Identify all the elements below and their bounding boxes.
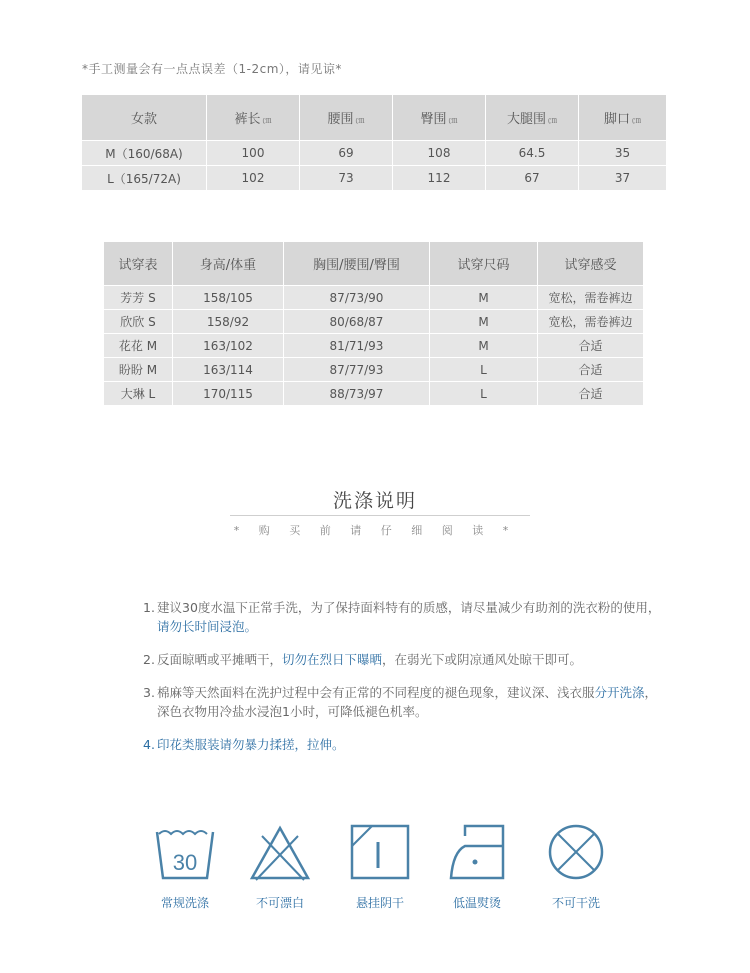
size-header-style: 女款 xyxy=(82,95,207,141)
size-cell: 112 xyxy=(393,166,486,191)
fit-cell: 花花 M xyxy=(104,334,173,358)
fit-header-feeling: 试穿感受 xyxy=(538,242,643,286)
fit-header-height-weight: 身高/体重 xyxy=(173,242,284,286)
fit-cell: 芳芳 S xyxy=(104,286,173,310)
washing-subtitle: * 购 买 前 请 仔 细 阅 读 * xyxy=(233,524,517,537)
fit-cell: 宽松，需卷裤边 xyxy=(538,286,643,310)
size-cell: 37 xyxy=(579,166,666,191)
fit-cell: 158/105 xyxy=(173,286,284,310)
washing-title: 洗涤说明 xyxy=(332,490,417,512)
washing-divider xyxy=(230,515,530,516)
washing-tips xyxy=(143,598,663,768)
fit-cell: L xyxy=(430,358,538,382)
size-header-hem: 脚口 ㎝ xyxy=(579,95,666,141)
care-item-iron xyxy=(432,822,522,911)
fit-cell: M xyxy=(430,286,538,310)
care-icons xyxy=(0,822,750,922)
fit-table xyxy=(104,242,643,406)
table-row xyxy=(104,334,643,358)
care-item-hang-dry xyxy=(335,822,425,911)
fit-table-header xyxy=(104,242,643,286)
table-row xyxy=(104,310,643,334)
size-table-header xyxy=(82,95,666,141)
size-cell: 100 xyxy=(207,141,300,166)
tip-1 xyxy=(143,598,663,636)
fit-cell: L xyxy=(430,382,538,406)
fit-cell: 170/115 xyxy=(173,382,284,406)
fit-cell: M xyxy=(430,310,538,334)
size-header-thigh: 大腿围 ㎝ xyxy=(486,95,579,141)
size-cell: 73 xyxy=(300,166,393,191)
fit-cell: 80/68/87 xyxy=(284,310,430,334)
fit-cell: 大琳 L xyxy=(104,382,173,406)
fit-cell: 合适 xyxy=(538,382,643,406)
tip-4 xyxy=(143,735,663,754)
tip-3 xyxy=(143,683,663,721)
size-cell: 67 xyxy=(486,166,579,191)
fit-header-size: 试穿尺码 xyxy=(430,242,538,286)
no-bleach-icon xyxy=(248,822,312,882)
fit-cell: 87/73/90 xyxy=(284,286,430,310)
tip-2 xyxy=(143,650,663,669)
fit-cell: M xyxy=(430,334,538,358)
size-header-hip: 臀围 ㎝ xyxy=(393,95,486,141)
no-dry-clean-icon xyxy=(544,822,608,882)
tip-highlight: 请勿长时间浸泡。 xyxy=(157,619,258,634)
care-label: 常规洗涤 xyxy=(160,896,209,910)
fit-header-model: 试穿表 xyxy=(104,242,173,286)
fit-cell: 158/92 xyxy=(173,310,284,334)
low-iron-icon xyxy=(445,822,509,882)
fit-cell: 合适 xyxy=(538,358,643,382)
fit-cell: 欣欣 S xyxy=(104,310,173,334)
tip-text: 建议30度水温下正常手洗，为了保持面料特有的质感，请尽量减少有助剂的洗衣粉的使用， xyxy=(157,600,661,615)
tip-number: 3. xyxy=(143,685,155,700)
size-cell: 108 xyxy=(393,141,486,166)
table-row xyxy=(104,358,643,382)
fit-cell: 87/77/93 xyxy=(284,358,430,382)
fit-cell: 合适 xyxy=(538,334,643,358)
size-header-waist: 腰围 ㎝ xyxy=(300,95,393,141)
table-row xyxy=(82,166,666,191)
size-header-length: 裤长 ㎝ xyxy=(207,95,300,141)
size-table xyxy=(82,95,666,191)
care-item-no-dry-clean xyxy=(531,822,621,911)
tip-highlight: 切勿在烈日下曝晒 xyxy=(282,652,383,667)
size-cell: 102 xyxy=(207,166,300,191)
tip-number: 1. xyxy=(143,600,155,615)
fit-cell: 163/102 xyxy=(173,334,284,358)
wash-temperature: 30 xyxy=(172,850,198,875)
care-label: 低温熨烫 xyxy=(452,896,501,910)
care-label: 不可漂白 xyxy=(255,896,304,910)
fit-cell: 81/71/93 xyxy=(284,334,430,358)
hang-dry-shade-icon xyxy=(348,822,412,882)
tip-number: 4. xyxy=(143,737,155,752)
size-cell: L（165/72A) xyxy=(82,166,207,191)
tip-highlight: 分开洗涤 xyxy=(594,685,645,700)
size-cell: 35 xyxy=(579,141,666,166)
table-row xyxy=(104,286,643,310)
fit-cell: 宽松，需卷裤边 xyxy=(538,310,643,334)
tip-text: 棉麻等天然面料在洗护过程中会有正常的不同程度的褪色现象，建议深、浅衣服 xyxy=(157,685,595,700)
care-item-no-bleach xyxy=(235,822,325,911)
care-label: 不可干洗 xyxy=(551,896,600,910)
table-row xyxy=(82,141,666,166)
table-row xyxy=(104,382,643,406)
tip-text: ，在弱光下或阴凉通风处晾干即可。 xyxy=(382,652,583,667)
care-label: 悬挂阴干 xyxy=(355,896,404,910)
fit-cell: 盼盼 M xyxy=(104,358,173,382)
care-item-wash xyxy=(140,822,230,911)
fit-cell: 163/114 xyxy=(173,358,284,382)
size-cell: 69 xyxy=(300,141,393,166)
fit-cell: 88/73/97 xyxy=(284,382,430,406)
tip-text: ，深色衣物用冷盐水浸泡1小时，可降低褪色机率。 xyxy=(157,685,658,719)
tip-text: 印花类服装请勿暴力揉搓，拉伸。 xyxy=(157,737,345,752)
tip-text: 反面晾晒或平摊晒干， xyxy=(157,652,283,667)
measurement-note: *手工测量会有一点点误差（1-2cm），请见谅* xyxy=(82,62,342,76)
size-cell: 64.5 xyxy=(486,141,579,166)
wash-30-icon xyxy=(153,822,217,882)
tip-number: 2. xyxy=(143,652,155,667)
fit-header-measurements: 胸围/腰围/臀围 xyxy=(284,242,430,286)
size-cell: M（160/68A) xyxy=(82,141,207,166)
